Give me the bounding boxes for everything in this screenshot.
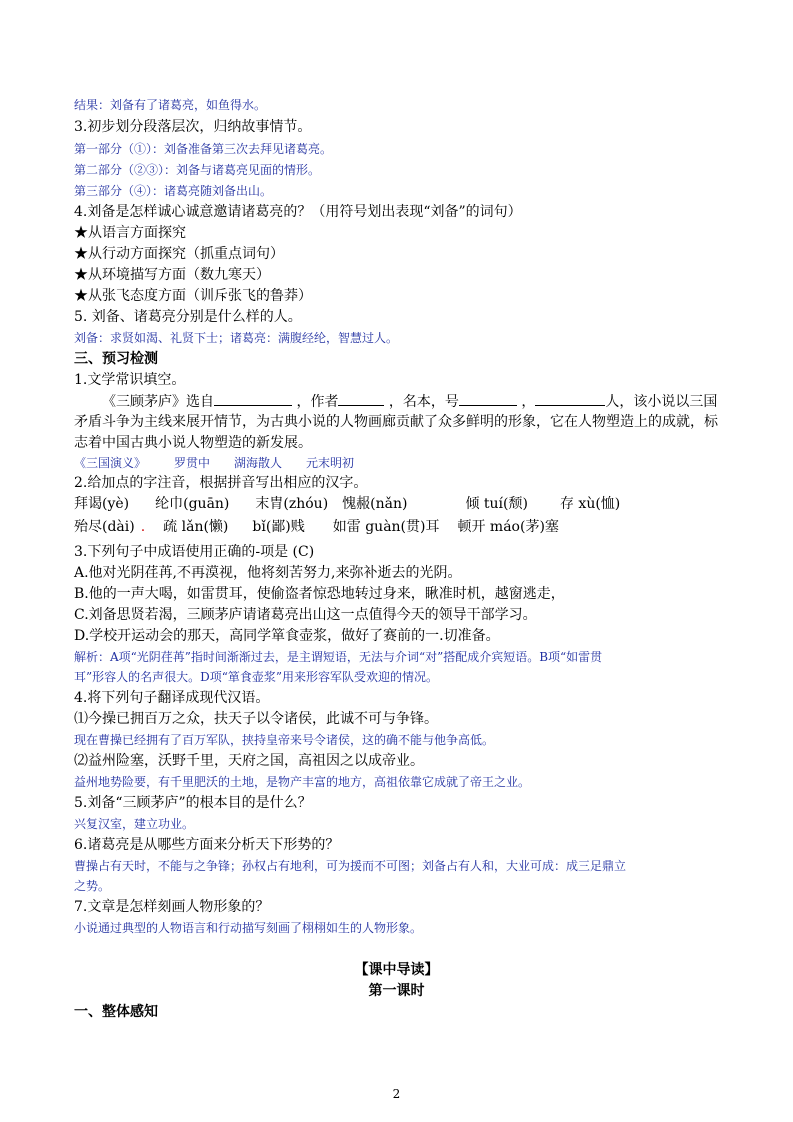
star-item-zhangfei: ★从张飞态度方面（训斥张飞的鲁莽） <box>74 288 312 304</box>
star-item-action: ★从行动方面探究（抓重点词句） <box>74 246 284 262</box>
option-c: C.刘备思贤若渴，三顾茅庐请诸葛亮出山这一点值得今天的领导干部学习。 <box>74 607 537 623</box>
option-b: B.他的一声大喝，如雷贯耳，使偷盗者惊恐地转过身来，瞅准时机，越窗逃走， <box>74 586 565 602</box>
situation-answer-2: 之势。 <box>74 879 111 893</box>
pinyin-row-1: 拜谒(yè) 纶巾(guān) 末胄(zhóu) 愧赧(nǎn) 倾 tuí(颓) 存 xù(恤) <box>74 496 621 512</box>
part-2-answer: 第二部分（②③）：刘备与诸葛亮见面的情形。 <box>74 163 321 177</box>
star-item-language: ★从语言方面探究 <box>74 225 186 241</box>
result-answer: 结果：刘备有了诸葛亮，如鱼得水。 <box>74 98 267 112</box>
option-d: D.学校开运动会的那天，高同学箪食壶浆，做好了赛前的一.切准备。 <box>74 628 500 644</box>
section-heading-overall: 一、整体感知 <box>74 1004 158 1020</box>
question-5: 5. 刘备、诸葛亮分别是什么样的人。 <box>74 309 302 325</box>
blank-era[interactable] <box>535 391 605 406</box>
section-heading-preview-check: 三、预习检测 <box>74 351 158 367</box>
question-characterization: 7.文章是怎样刻画人物形象的？ <box>74 899 270 915</box>
translate-answer-1: 现在曹操已经拥有了百万军队，挟持皇帝来号令诸侯，这的确不能与他争高低。 <box>74 733 495 747</box>
blank-source[interactable] <box>214 391 292 406</box>
question-situation: 6.诸葛亮是从哪些方面来分析天下形势的？ <box>74 837 340 853</box>
pinyin-row-2: 殆尽(dài) . 疏 lǎn(懒) bǐ(鄙)贱 如雷 guàn(贯)耳 顿开 máo(茅)塞 <box>74 519 559 535</box>
fill-in-question-1: 1.文学常识填空。 <box>74 372 186 388</box>
page-number: 2 <box>392 1087 401 1101</box>
question-purpose: 5.刘备“三顾茅庐”的根本目的是什么？ <box>74 795 312 811</box>
situation-answer-1: 曹操占有天时，不能与之争锋；孙权占有地利，可为援而不可图；刘备占有人和，大业可成：成三足鼎立 <box>74 859 627 873</box>
purpose-answer: 兴复汉室，建立功业。 <box>74 817 195 831</box>
translate-sentence-1: ⑴今操已拥百万之众，扶天子以令诸侯，此诚不可与争锋。 <box>74 711 438 727</box>
blank-pen-name[interactable] <box>459 391 517 406</box>
lesson-title: 第一课时 <box>368 983 425 999</box>
question-3: 3.初步划分段落层次，归纳故事情节。 <box>74 119 312 135</box>
fill-in-line-2: 矛盾斗争为主线来展开情节，为古典小说的人物画廊贡献了众多鲜明的形象，它在人物塑造上的成就，标 <box>74 414 718 430</box>
question-translate: 4.将下列句子翻译成现代汉语。 <box>74 690 270 706</box>
idiom-explanation-1: 解析：A项“光阴荏苒”指时间渐渐过去，是主谓短语，无法与介词“对”搭配成介宾短语。B项“如雷贯 <box>74 650 603 664</box>
fill-in-answer: 《三国演义》 罗贯中 湖海散人 元末明初 <box>74 456 355 470</box>
question-idiom: 3.下列句子中成语使用正确的-项是 (C) <box>74 544 315 560</box>
idiom-explanation-2: 耳”形容人的名声很大。D项“箪食壶浆”用来形容军队受欢迎的情况。 <box>74 670 439 684</box>
part-3-answer: 第三部分（④）：诸葛亮随刘备出山。 <box>74 184 273 198</box>
blank-author[interactable] <box>338 391 384 406</box>
question-4: 4.刘备是怎样诚心诚意邀请诸葛亮的？（用符号划出表现“刘备”的词句） <box>74 204 522 220</box>
fill-in-line: 《三顾茅庐》选自 ，作者 ，名本，号 ， 人，该小说以三国 <box>102 391 717 412</box>
translate-sentence-2: ⑵益州险塞，沃野千里，天府之国，高祖因之以成帝业。 <box>74 753 424 769</box>
translate-answer-2: 益州地势险要，有千里肥沃的土地，是物产丰富的地方，高祖依靠它成就了帝王之业。 <box>74 775 531 789</box>
fill-in-line-3: 志着中国古典小说人物塑造的新发展。 <box>74 435 312 451</box>
characterization-answer: 小说通过典型的人物语言和行动描写刻画了栩栩如生的人物形象。 <box>74 921 423 935</box>
option-a: A.他对光阴荏苒,不再漠视，他将刻苦努力,来弥补逝去的光阴。 <box>74 565 462 581</box>
part-1-answer: 第一部分（①）：刘备准备第三次去拜见诸葛亮。 <box>74 142 333 156</box>
question-pinyin: 2.给加点的字注音，根据拼音写出相应的汉字。 <box>74 475 368 491</box>
star-item-environment: ★从环境描写方面（数九寒天） <box>74 267 270 283</box>
section-title-in-class: 【课中导读】 <box>354 962 439 978</box>
question-5-answer: 刘备：求贤如渴、礼贤下士；诸葛亮：满腹经纶，智慧过人。 <box>74 331 399 345</box>
